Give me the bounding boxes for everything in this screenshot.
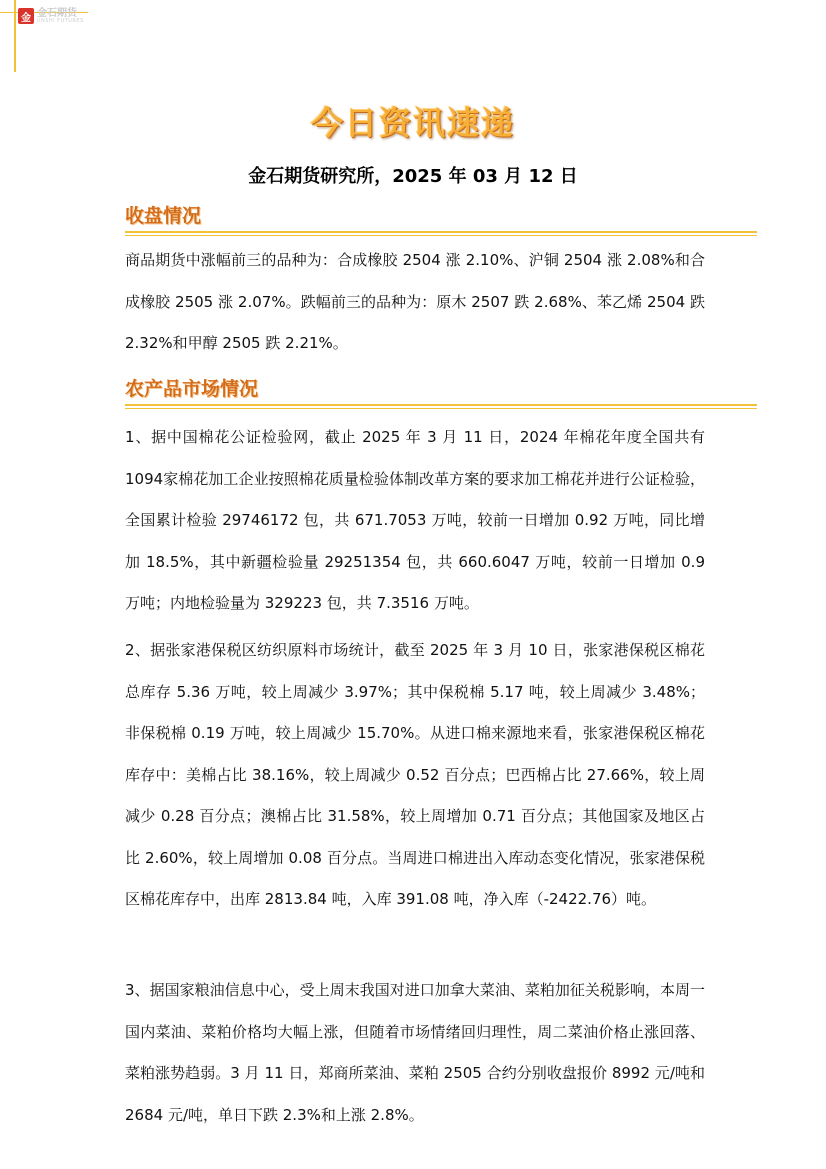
page-subtitle: 金石期货研究所，2025 年 03 月 12 日: [248, 166, 578, 187]
logo-name-cn: 金石期货: [37, 7, 77, 19]
logo-icon: 金: [18, 8, 34, 24]
logo-name-en: JINSHI FUTURES: [37, 17, 84, 24]
section-title: 收盘情况: [125, 205, 202, 227]
agri-news-paragraph-1: 1、据中国棉花公证检验网，截止 2025 年 3 月 11 日，2024 年棉花年度全国共有1094家棉花加工企业按照棉花质量检验体制改革方案的要求加工棉花并进行公证检验，全国累计检验 29746172 包，共 671.7053 万吨，较前一日增加 0.92 万吨，同比增加 18.5%，其中新疆检验量 29251354 包，共 660.6047 万吨，较前一日增加 0.9 万吨；内地检验量为 329223 包，共 7.3516 万吨。: [125, 428, 705, 612]
section-heading-agri: [125, 377, 757, 409]
company-logo: [18, 8, 84, 24]
section-title: 农产品市场情况: [125, 378, 259, 400]
closing-summary-paragraph: 商品期货中涨幅前三的品种为：合成橡胶 2504 涨 2.10%、沪铜 2504 涨 2.08%和合成橡胶 2505 涨 2.07%。跌幅前三的品种为：原木 2507 跌 2.68%、苯乙烯 2504 跌 2.32%和甲醇 2505 跌 2.21%。: [125, 251, 705, 352]
section-divider-thin: [125, 235, 757, 236]
section-divider-thin: [125, 408, 757, 409]
section-divider: [125, 231, 757, 233]
section-divider: [125, 404, 757, 406]
logo-text: [37, 9, 84, 24]
section-heading-closing: [125, 204, 757, 236]
corner-accent-vertical: [14, 0, 16, 72]
agri-news-paragraph-2: 2、据张家港保税区纺织原料市场统计，截至 2025 年 3 月 10 日，张家港保税区棉花总库存 5.36 万吨，较上周减少 3.97%；其中保税棉 5.17 吨，较上周减少 3.48%；非保税棉 0.19 万吨，较上周减少 15.70%。从进口棉来源地来看，张家港保税区棉花库存中：美棉占比 38.16%，较上周减少 0.52 百分点；巴西棉占比 27.66%，较上周减少 0.28 百分点；澳棉占比 31.58%，较上周增加 0.71 百分点；其他国家及地区占比 2.60%，较上周增加 0.08 百分点。当周进口棉进出入库动态变化情况，张家港保税区棉花库存中，出库 2813.84 吨，入库 391.08 吨，净入库（-2422.76）吨。: [125, 641, 705, 908]
agri-news-paragraph-3: 3、据国家粮油信息中心，受上周末我国对进口加拿大菜油、菜粕加征关税影响，本周一国内菜油、菜粕价格均大幅上涨，但随着市场情绪回归理性，周二菜油价格止涨回落、菜粕涨势趋弱。3 月 11 日，郑商所菜油、菜粕 2505 合约分别收盘报价 8992 元/吨和 2684 元/吨，单日下跌 2.3%和上涨 2.8%。: [125, 981, 705, 1124]
page-title: 今日资讯速递: [310, 104, 515, 142]
